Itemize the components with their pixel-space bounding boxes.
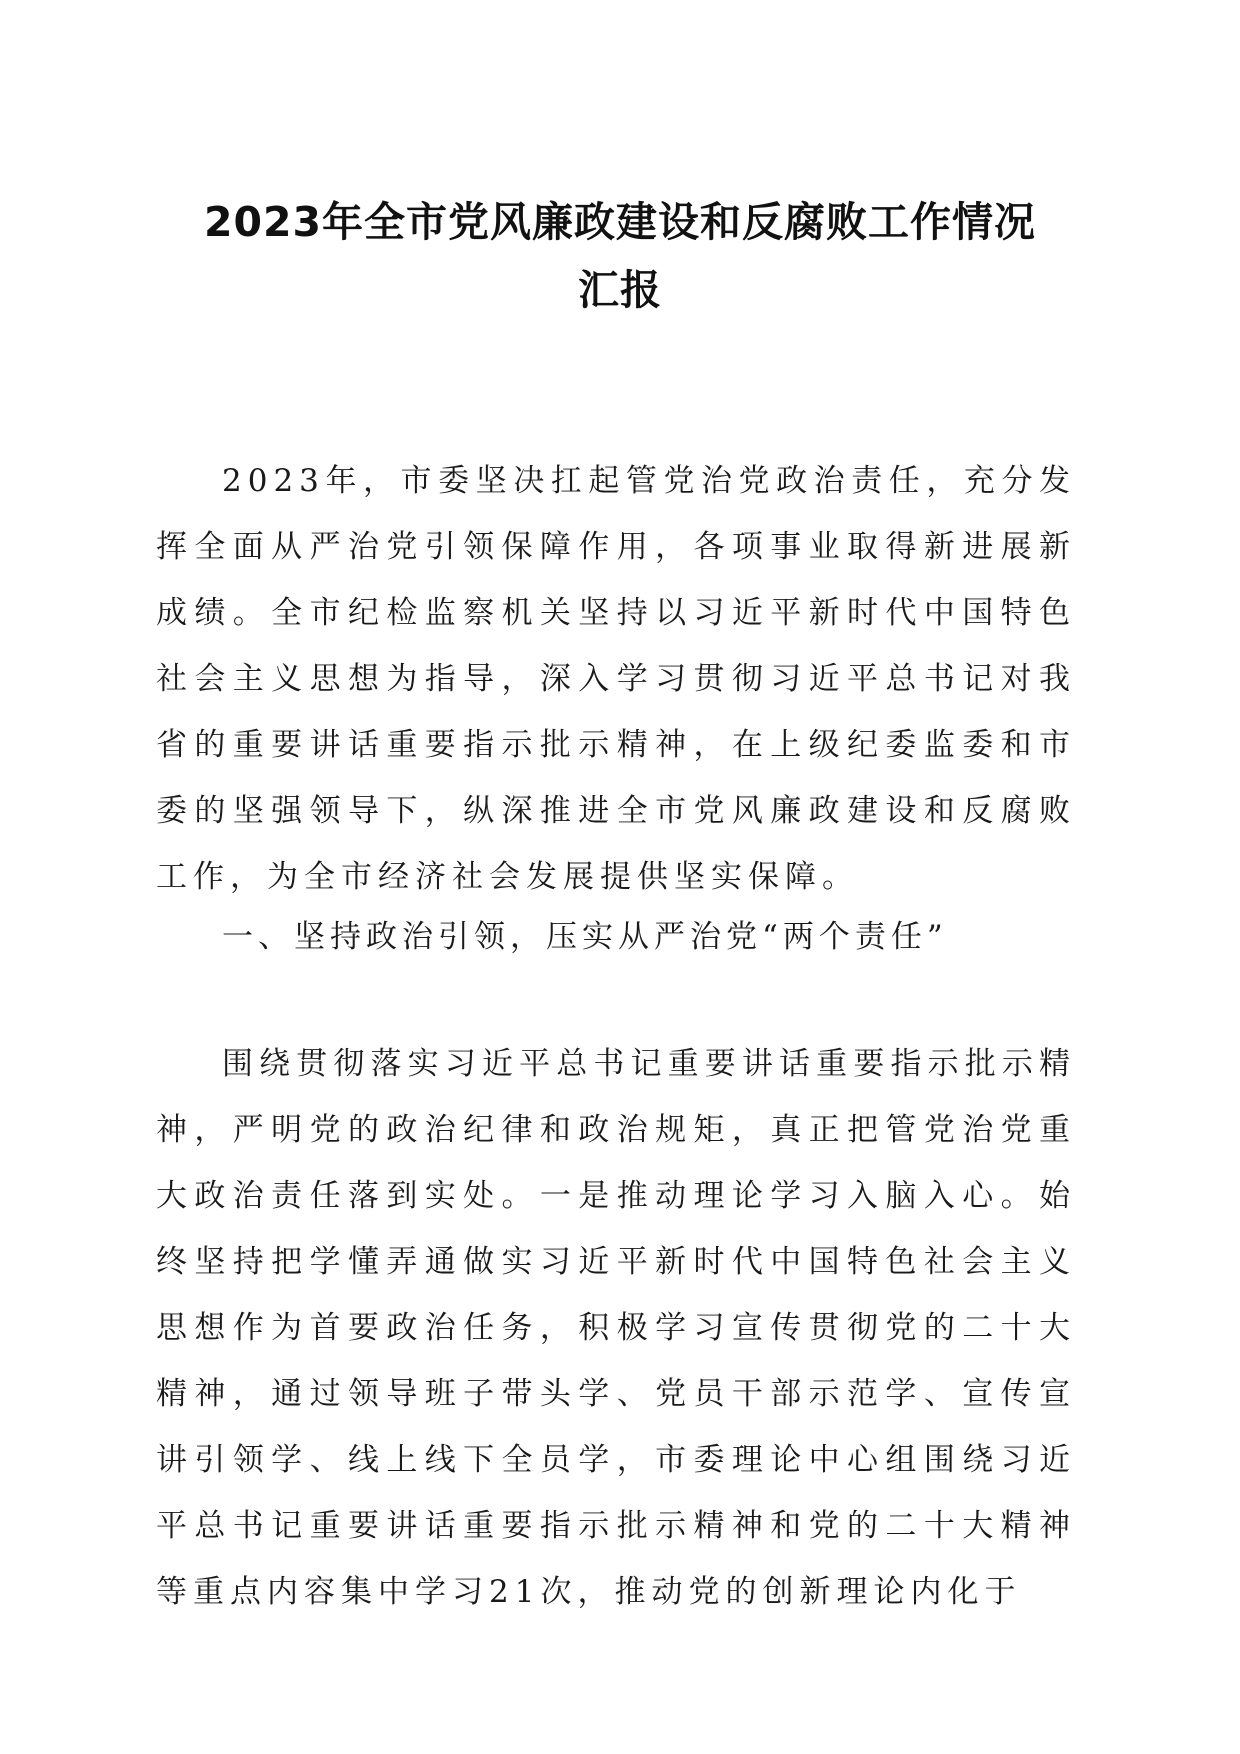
intro-paragraph: 2023年，市委坚决扛起管党治党政治责任，充分发挥全面从严治党引领保障作用，各项事业取得新进展新成绩。全市纪检监察机关坚持以习近平新时代中国特色社会主义思想为指导，深入学习贯彻习近平总书记对我省的重要讲话重要指示批示精神，在上级纪委监委和市委的坚强领导下，纵深推进全市党风廉政建设和反腐败工作，为全市经济社会发展提供坚实保障。 xyxy=(156,463,1076,895)
title-line-2: 汇报 xyxy=(578,266,662,314)
document-title xyxy=(150,188,1090,324)
title-line-1: 2023年全市党风廉政建设和反腐败工作情况 xyxy=(203,198,1037,246)
section-heading-1: 一、坚持政治引领，压实从严治党“两个责任” xyxy=(222,919,948,955)
section-1-paragraph: 围绕贯彻落实习近平总书记重要讲话重要指示批示精神，严明党的政治纪律和政治规矩，真正把管党治党重大政治责任落到实处。一是推动理论学习入脑入心。始终坚持把学懂弄通做实习近平新时代中国特色社会主义思想作为首要政治任务，积极学习宣传贯彻党的二十大精神，通过领导班子带头学、党员干部示范学、宣传宣讲引领学、线上线下全员学，市委理论中心组围绕习近平总书记重要讲话重要指示批示精神和党的二十大精神等重点内容集中学习21次，推动党的创新理论内化于 xyxy=(156,1046,1076,1610)
